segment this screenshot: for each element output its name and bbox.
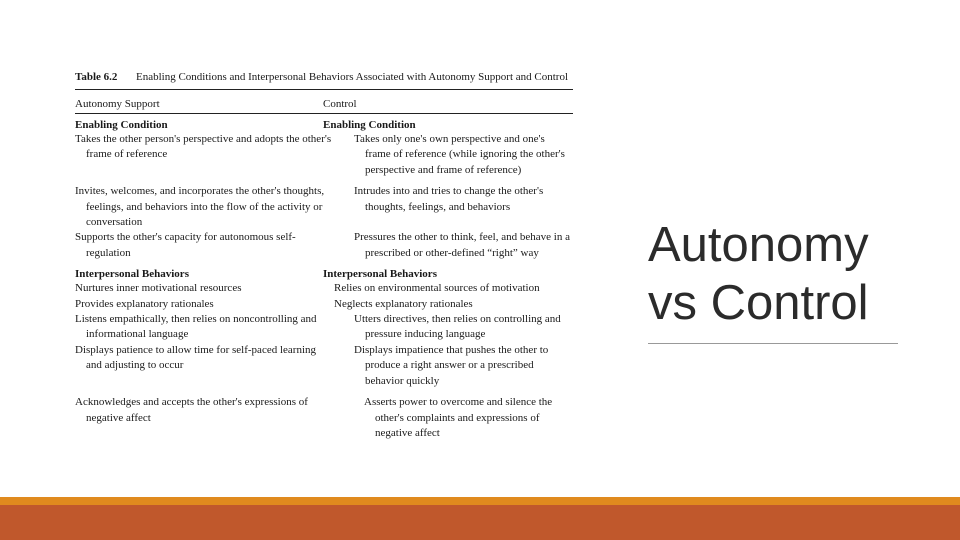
header-control: Control bbox=[323, 98, 357, 110]
slide-title bbox=[648, 216, 869, 332]
table-6-2 bbox=[75, 70, 573, 441]
table-caption-text: Enabling Conditions and Interpersonal Behaviors Associated with Autonomy Support and Control bbox=[136, 71, 569, 83]
cell-autonomy: Displays patience to allow time for self-paced learning and adjusting to occur bbox=[75, 343, 316, 372]
section-heading-right: Enabling Condition bbox=[323, 119, 416, 131]
cell-control: Neglects explanatory rationales bbox=[334, 297, 473, 310]
cell-control: Relies on environmental sources of motivation bbox=[334, 282, 540, 295]
cell-autonomy: Takes the other person's perspective and adopts the other's frame of reference bbox=[75, 133, 332, 161]
table-row bbox=[75, 297, 573, 312]
slide-title-line-2: vs Control bbox=[648, 276, 869, 330]
footer-band bbox=[0, 505, 960, 540]
cell-autonomy: Nurtures inner motivational resources bbox=[75, 282, 242, 295]
cell-control: Asserts power to overcome and silence the other's complaints and expressions of negative affect bbox=[364, 396, 553, 439]
table-header-row bbox=[75, 90, 573, 113]
table-row bbox=[75, 395, 573, 441]
section-heading-left: Enabling Condition bbox=[75, 119, 168, 131]
title-underline bbox=[648, 343, 898, 344]
table-row bbox=[75, 184, 573, 230]
table-row bbox=[75, 343, 573, 389]
table-row bbox=[75, 312, 573, 343]
section-enabling-condition bbox=[75, 118, 573, 261]
section-heading-right: Interpersonal Behaviors bbox=[323, 268, 437, 281]
table-row bbox=[75, 281, 573, 296]
cell-autonomy: Provides explanatory rationales bbox=[75, 297, 214, 310]
footer-accent-stripe bbox=[0, 497, 960, 505]
table-header-rule bbox=[75, 113, 573, 114]
header-autonomy-support: Autonomy Support bbox=[75, 98, 160, 110]
cell-control: Takes only one's own perspective and one's frame of reference (while ignoring the other's perspective and frame of reference) bbox=[354, 133, 565, 176]
table-row bbox=[75, 230, 573, 261]
table-row bbox=[75, 132, 573, 178]
cell-autonomy: Invites, welcomes, and incorporates the other's thoughts, feelings, and behaviors into the flow of the activity or conversation bbox=[75, 185, 325, 229]
section-heading-row bbox=[75, 267, 573, 281]
table-caption bbox=[75, 70, 573, 84]
section-heading-row bbox=[75, 118, 573, 132]
cell-autonomy: Acknowledges and accepts the other's expressions of negative affect bbox=[75, 396, 308, 424]
cell-autonomy: Supports the other's capacity for autonomous self-regulation bbox=[75, 231, 296, 259]
cell-autonomy: Listens empathically, then relies on noncontrolling and informational language bbox=[75, 313, 317, 341]
cell-control: Intrudes into and tries to change the other's thoughts, feelings, and behaviors bbox=[354, 185, 544, 213]
table-number: Table 6.2 bbox=[75, 71, 118, 83]
section-heading-left: Interpersonal Behaviors bbox=[75, 268, 189, 281]
cell-control: Pressures the other to think, feel, and behave in a prescribed or other-defined “right” way bbox=[354, 231, 570, 259]
cell-control: Displays impatience that pushes the other to produce a right answer or a prescribed behavior quickly bbox=[354, 343, 549, 387]
cell-control: Utters directives, then relies on controlling and pressure inducing language bbox=[354, 313, 561, 341]
slide-title-line-1: Autonomy bbox=[648, 218, 869, 272]
section-interpersonal-behaviors bbox=[75, 267, 573, 441]
